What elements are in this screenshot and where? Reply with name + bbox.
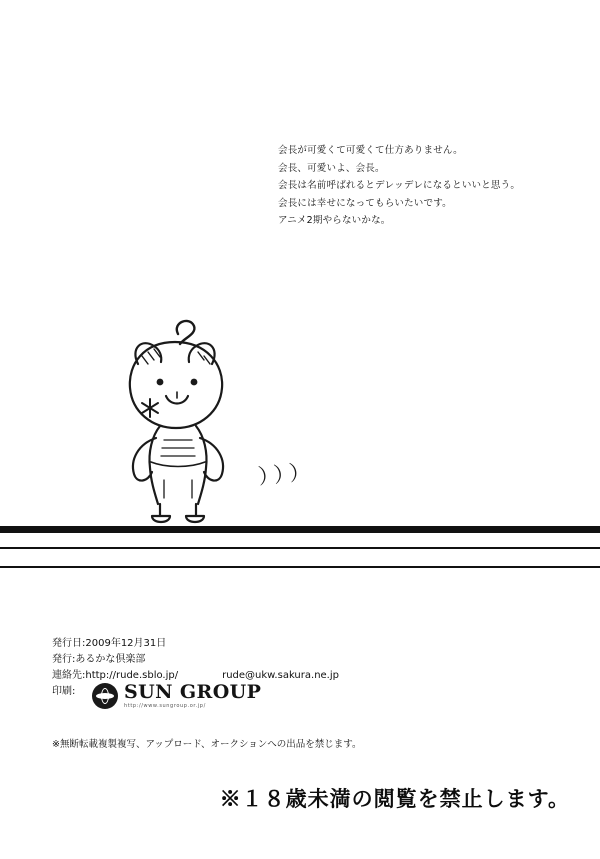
sound-effect-text: ））） (257, 459, 317, 489)
afterword-message (278, 142, 578, 230)
afterword-line: 会長、可愛いよ、会長。 (278, 162, 385, 174)
divider-thick (0, 526, 600, 533)
sun-group-logo (92, 682, 261, 710)
afterword-line: 会長が可愛くて可愛くて仕方ありません。 (278, 145, 463, 156)
contact-email[interactable]: rude@ukw.sakura.ne.jp (222, 670, 339, 681)
colophon (52, 636, 572, 718)
divider-thin-top (0, 547, 600, 549)
reproduction-notice: ※無断転載複製複写、アップロード、オークションへの出品を禁じます。 (52, 739, 362, 750)
afterword-line: 会長は名前呼ばれるとデレッデレになるといいと思う。 (278, 180, 521, 191)
printer-label: 印刷: (52, 686, 76, 697)
printer-name: SUN GROUP (124, 681, 262, 703)
bear-mascot-illustration (108, 312, 248, 527)
printer-url: http://www.sungroup.or.jp/ (124, 703, 206, 709)
printer-row (52, 681, 572, 718)
afterword-line: アニメ2期やらないかな。 (278, 215, 391, 226)
publish-date: 発行日:2009年12月31日 (52, 638, 167, 649)
divider-thin-bottom (0, 566, 600, 568)
afterword-line: 会長には幸せになってもらいたいです。 (278, 197, 452, 209)
contact-url[interactable]: 連絡先:http://rude.sblo.jp/ (52, 670, 179, 681)
sun-logo-text (124, 682, 261, 710)
sun-logo-icon (92, 683, 118, 709)
publisher: 発行:あるかな倶楽部 (52, 654, 146, 665)
age-restriction-warning: ※１８歳未満の閲覧を禁止します。 (219, 786, 570, 811)
